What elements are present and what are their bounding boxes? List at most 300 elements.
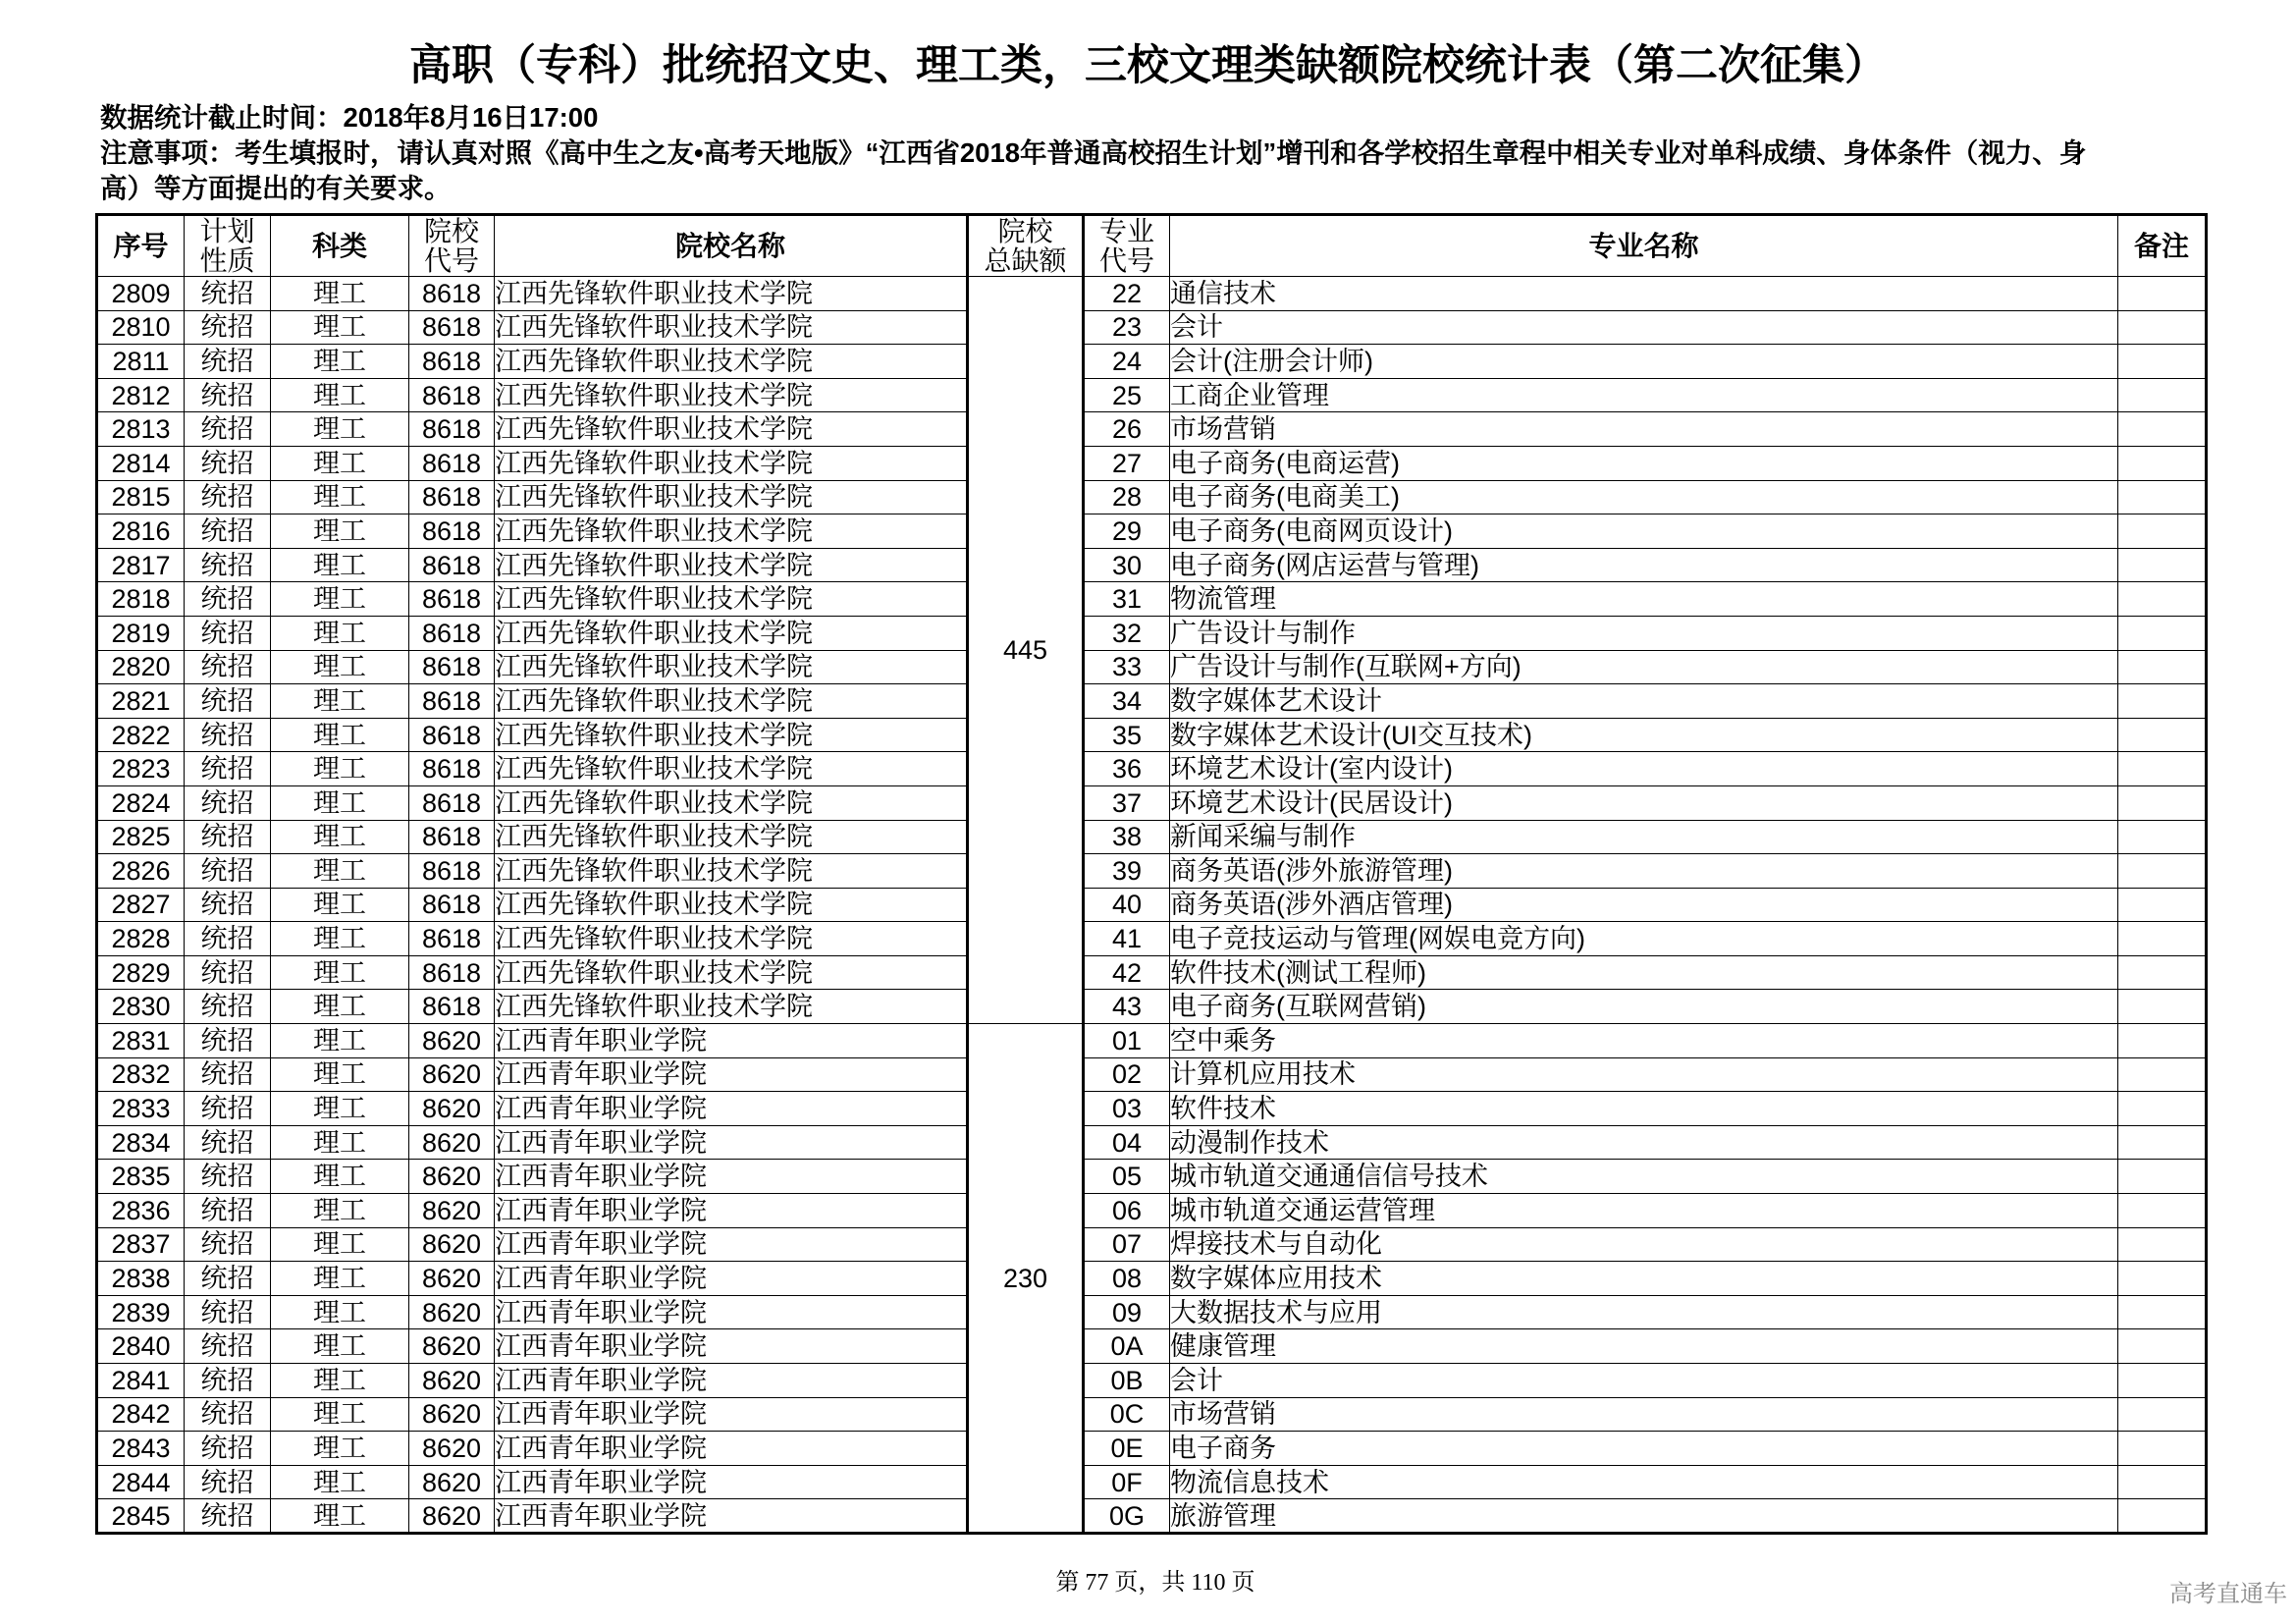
plan-type-cell: 统招 [185,1194,271,1228]
major-code-cell: 25 [1084,378,1170,412]
category-cell: 理工 [271,1329,409,1364]
major-name-cell: 会计 [1170,310,2118,345]
remarks-cell [2118,616,2207,650]
category-cell: 理工 [271,752,409,786]
school-name-cell: 江西先锋软件职业技术学院 [495,990,968,1024]
school-name-cell: 江西青年职业学院 [495,1432,968,1466]
major-code-cell: 07 [1084,1227,1170,1262]
remarks-cell [2118,1024,2207,1058]
plan-type-cell: 统招 [185,752,271,786]
table-row [97,854,2207,889]
school-name-cell: 江西先锋软件职业技术学院 [495,888,968,922]
school-code-cell: 8618 [409,345,495,379]
school-code-cell: 8618 [409,480,495,514]
major-code-cell: 02 [1084,1057,1170,1092]
major-name-cell: 广告设计与制作 [1170,616,2118,650]
major-name-cell: 电子商务(电商美工) [1170,480,2118,514]
table-row [97,1092,2207,1126]
school-code-cell: 8618 [409,412,495,447]
plan-type-cell: 统招 [185,277,271,311]
school-name-cell: 江西青年职业学院 [495,1160,968,1194]
school-code-cell: 8620 [409,1397,495,1432]
plan-type-cell: 统招 [185,785,271,820]
seq-cell: 2817 [97,548,185,582]
major-name-cell: 电子商务(电商运营) [1170,446,2118,480]
plan-type-cell: 统招 [185,480,271,514]
category-cell: 理工 [271,888,409,922]
seq-cell: 2821 [97,684,185,719]
major-code-cell: 0F [1084,1465,1170,1499]
table-row [97,480,2207,514]
plan-type-cell: 统招 [185,1057,271,1092]
category-cell: 理工 [271,1092,409,1126]
plan-type-cell: 统招 [185,548,271,582]
seq-cell: 2820 [97,650,185,684]
category-cell: 理工 [271,1295,409,1329]
major-name-cell: 城市轨道交通通信信号技术 [1170,1160,2118,1194]
school-name-cell: 江西青年职业学院 [495,1227,968,1262]
plan-type-cell: 统招 [185,446,271,480]
category-cell: 理工 [271,955,409,990]
category-cell: 理工 [271,1194,409,1228]
school-code-cell: 8620 [409,1295,495,1329]
major-name-cell: 市场营销 [1170,1397,2118,1432]
school-name-cell: 江西先锋软件职业技术学院 [495,718,968,752]
major-name-cell: 计算机应用技术 [1170,1057,2118,1092]
remarks-cell [2118,955,2207,990]
plan-type-cell: 统招 [185,1160,271,1194]
plan-type-cell: 统招 [185,1024,271,1058]
school-name-cell: 江西青年职业学院 [495,1397,968,1432]
category-cell: 理工 [271,446,409,480]
plan-type-cell: 统招 [185,1499,271,1534]
school-name-cell: 江西先锋软件职业技术学院 [495,616,968,650]
major-code-cell: 0E [1084,1432,1170,1466]
seq-cell: 2839 [97,1295,185,1329]
seq-cell: 2835 [97,1160,185,1194]
category-cell: 理工 [271,378,409,412]
school-code-cell: 8620 [409,1499,495,1534]
plan-type-cell: 统招 [185,990,271,1024]
major-name-cell: 商务英语(涉外旅游管理) [1170,854,2118,889]
school-code-cell: 8618 [409,785,495,820]
major-code-cell: 09 [1084,1295,1170,1329]
category-cell: 理工 [271,514,409,549]
total-vacancy-cell: 230 [968,1024,1084,1534]
seq-cell: 2822 [97,718,185,752]
major-name-cell: 环境艺术设计(民居设计) [1170,785,2118,820]
school-name-cell: 江西先锋软件职业技术学院 [495,854,968,889]
remarks-cell [2118,684,2207,719]
table-body [97,277,2207,1534]
major-code-cell: 43 [1084,990,1170,1024]
remarks-cell [2118,785,2207,820]
seq-cell: 2813 [97,412,185,447]
seq-cell: 2816 [97,514,185,549]
remarks-cell [2118,1432,2207,1466]
major-code-cell: 05 [1084,1160,1170,1194]
seq-cell: 2824 [97,785,185,820]
school-name-cell: 江西先锋软件职业技术学院 [495,820,968,854]
major-name-cell: 物流管理 [1170,582,2118,617]
header-school-code: 院校 代号 [409,215,495,277]
category-cell: 理工 [271,650,409,684]
major-code-cell: 39 [1084,854,1170,889]
major-name-cell: 环境艺术设计(室内设计) [1170,752,2118,786]
table-row [97,616,2207,650]
school-code-cell: 8618 [409,752,495,786]
seq-cell: 2823 [97,752,185,786]
seq-cell: 2827 [97,888,185,922]
major-name-cell: 物流信息技术 [1170,1465,2118,1499]
remarks-cell [2118,1160,2207,1194]
seq-cell: 2831 [97,1024,185,1058]
category-cell: 理工 [271,582,409,617]
table-row [97,990,2207,1024]
plan-type-cell: 统招 [185,1397,271,1432]
category-cell: 理工 [271,718,409,752]
seq-cell: 2825 [97,820,185,854]
table-row [97,1499,2207,1534]
total-vacancy-cell: 445 [968,277,1084,1024]
school-code-cell: 8618 [409,616,495,650]
seq-cell: 2838 [97,1262,185,1296]
remarks-cell [2118,1364,2207,1398]
school-name-cell: 江西先锋软件职业技术学院 [495,650,968,684]
major-code-cell: 36 [1084,752,1170,786]
plan-type-cell: 统招 [185,1465,271,1499]
remarks-cell [2118,650,2207,684]
school-name-cell: 江西先锋软件职业技术学院 [495,446,968,480]
table-header-row [97,215,2207,277]
school-name-cell: 江西先锋软件职业技术学院 [495,480,968,514]
major-name-cell: 电子商务(电商网页设计) [1170,514,2118,549]
plan-type-cell: 统招 [185,820,271,854]
school-code-cell: 8618 [409,854,495,889]
remarks-cell [2118,310,2207,345]
table-row [97,650,2207,684]
major-code-cell: 30 [1084,548,1170,582]
category-cell: 理工 [271,1465,409,1499]
seq-cell: 2828 [97,922,185,956]
school-name-cell: 江西青年职业学院 [495,1329,968,1364]
school-code-cell: 8618 [409,548,495,582]
major-code-cell: 31 [1084,582,1170,617]
notice-line-1: 注意事项：考生填报时，请认真对照《高中生之友•高考天地版》“江西省2018年普通高校招生计划”增刊和各学校招生章程中相关专业对单科成绩、身体条件（视力、身 [100,137,2087,168]
header-major-code: 专业 代号 [1084,215,1170,277]
major-code-cell: 32 [1084,616,1170,650]
plan-type-cell: 统招 [185,378,271,412]
major-code-cell: 33 [1084,650,1170,684]
category-cell: 理工 [271,1397,409,1432]
remarks-cell [2118,1499,2207,1534]
major-code-cell: 03 [1084,1092,1170,1126]
table-row [97,1227,2207,1262]
school-code-cell: 8620 [409,1262,495,1296]
major-name-cell: 软件技术(测试工程师) [1170,955,2118,990]
school-name-cell: 江西先锋软件职业技术学院 [495,582,968,617]
table-row [97,684,2207,719]
school-name-cell: 江西青年职业学院 [495,1194,968,1228]
seq-cell: 2841 [97,1364,185,1398]
seq-cell: 2836 [97,1194,185,1228]
plan-type-cell: 统招 [185,310,271,345]
seq-cell: 2842 [97,1397,185,1432]
remarks-cell [2118,514,2207,549]
category-cell: 理工 [271,1125,409,1160]
school-code-cell: 8618 [409,955,495,990]
school-code-cell: 8618 [409,820,495,854]
seq-cell: 2830 [97,990,185,1024]
seq-cell: 2833 [97,1092,185,1126]
seq-cell: 2814 [97,446,185,480]
category-cell: 理工 [271,1024,409,1058]
notice-line-2: 高）等方面提出的有关要求。 [100,173,452,203]
major-code-cell: 28 [1084,480,1170,514]
major-code-cell: 08 [1084,1262,1170,1296]
remarks-cell [2118,1295,2207,1329]
category-cell: 理工 [271,1057,409,1092]
category-cell: 理工 [271,480,409,514]
major-code-cell: 38 [1084,820,1170,854]
seq-cell: 2815 [97,480,185,514]
plan-type-cell: 统招 [185,1262,271,1296]
remarks-cell [2118,412,2207,447]
remarks-cell [2118,548,2207,582]
table-row [97,820,2207,854]
category-cell: 理工 [271,1227,409,1262]
school-name-cell: 江西先锋软件职业技术学院 [495,785,968,820]
school-code-cell: 8620 [409,1465,495,1499]
table-row [97,1397,2207,1432]
remarks-cell [2118,1125,2207,1160]
school-name-cell: 江西青年职业学院 [495,1262,968,1296]
table-row [97,378,2207,412]
seq-cell: 2837 [97,1227,185,1262]
remarks-cell [2118,752,2207,786]
school-code-cell: 8620 [409,1024,495,1058]
header-seq: 序号 [97,215,185,277]
table-row [97,922,2207,956]
seq-cell: 2810 [97,310,185,345]
category-cell: 理工 [271,820,409,854]
page-number: 第 77 页，共 110 页 [1055,1570,1255,1596]
major-code-cell: 0B [1084,1364,1170,1398]
major-name-cell: 电子商务(网店运营与管理) [1170,548,2118,582]
major-name-cell: 健康管理 [1170,1329,2118,1364]
plan-type-cell: 统招 [185,650,271,684]
plan-type-cell: 统招 [185,684,271,719]
category-cell: 理工 [271,616,409,650]
major-name-cell: 会计 [1170,1364,2118,1398]
table-row [97,1295,2207,1329]
table-row [97,1057,2207,1092]
plan-type-cell: 统招 [185,1092,271,1126]
plan-type-cell: 统招 [185,345,271,379]
school-code-cell: 8618 [409,650,495,684]
school-code-cell: 8618 [409,990,495,1024]
remarks-cell [2118,922,2207,956]
document-meta [100,100,2260,206]
school-code-cell: 8620 [409,1329,495,1364]
remarks-cell [2118,1092,2207,1126]
seq-cell: 2834 [97,1125,185,1160]
table-row [97,548,2207,582]
school-name-cell: 江西先锋软件职业技术学院 [495,310,968,345]
header-major-name: 专业名称 [1170,215,2118,277]
major-name-cell: 大数据技术与应用 [1170,1295,2118,1329]
remarks-cell [2118,820,2207,854]
remarks-cell [2118,888,2207,922]
major-code-cell: 29 [1084,514,1170,549]
category-cell: 理工 [271,854,409,889]
major-code-cell: 0G [1084,1499,1170,1534]
header-category: 科类 [271,215,409,277]
school-name-cell: 江西青年职业学院 [495,1295,968,1329]
remarks-cell [2118,854,2207,889]
seq-cell: 2829 [97,955,185,990]
remarks-cell [2118,1227,2207,1262]
table-row [97,582,2207,617]
plan-type-cell: 统招 [185,1329,271,1364]
school-name-cell: 江西青年职业学院 [495,1499,968,1534]
major-code-cell: 27 [1084,446,1170,480]
school-code-cell: 8620 [409,1092,495,1126]
major-code-cell: 26 [1084,412,1170,447]
seq-cell: 2811 [97,345,185,379]
seq-cell: 2819 [97,616,185,650]
seq-cell: 2832 [97,1057,185,1092]
remarks-cell [2118,1397,2207,1432]
major-code-cell: 06 [1084,1194,1170,1228]
remarks-cell [2118,990,2207,1024]
remarks-cell [2118,582,2207,617]
school-name-cell: 江西先锋软件职业技术学院 [495,684,968,719]
major-code-cell: 35 [1084,718,1170,752]
major-code-cell: 22 [1084,277,1170,311]
remarks-cell [2118,480,2207,514]
school-name-cell: 江西先锋软件职业技术学院 [495,752,968,786]
school-code-cell: 8618 [409,310,495,345]
school-name-cell: 江西先锋软件职业技术学院 [495,514,968,549]
school-code-cell: 8620 [409,1194,495,1228]
table-row [97,1024,2207,1058]
major-name-cell: 工商企业管理 [1170,378,2118,412]
table-row [97,752,2207,786]
category-cell: 理工 [271,1160,409,1194]
category-cell: 理工 [271,1364,409,1398]
category-cell: 理工 [271,310,409,345]
school-code-cell: 8620 [409,1160,495,1194]
category-cell: 理工 [271,1499,409,1534]
header-remarks: 备注 [2118,215,2207,277]
major-code-cell: 37 [1084,785,1170,820]
school-name-cell: 江西先锋软件职业技术学院 [495,378,968,412]
plan-type-cell: 统招 [185,1364,271,1398]
school-name-cell: 江西先锋软件职业技术学院 [495,922,968,956]
remarks-cell [2118,1329,2207,1364]
plan-type-cell: 统招 [185,1295,271,1329]
seq-cell: 2809 [97,277,185,311]
table-row [97,310,2207,345]
plan-type-cell: 统招 [185,412,271,447]
school-name-cell: 江西先锋软件职业技术学院 [495,548,968,582]
table-row [97,888,2207,922]
category-cell: 理工 [271,785,409,820]
plan-type-cell: 统招 [185,888,271,922]
plan-type-cell: 统招 [185,955,271,990]
school-code-cell: 8620 [409,1125,495,1160]
remarks-cell [2118,277,2207,311]
remarks-cell [2118,345,2207,379]
seq-cell: 2844 [97,1465,185,1499]
remarks-cell [2118,446,2207,480]
school-code-cell: 8620 [409,1364,495,1398]
seq-cell: 2826 [97,854,185,889]
major-name-cell: 广告设计与制作(互联网+方向) [1170,650,2118,684]
seq-cell: 2845 [97,1499,185,1534]
school-name-cell: 江西青年职业学院 [495,1092,968,1126]
school-code-cell: 8618 [409,582,495,617]
major-name-cell: 空中乘务 [1170,1024,2118,1058]
page-title: 高职（专科）批统招文史、理工类，三校文理类缺额院校统计表（第二次征集） [409,42,1887,89]
plan-type-cell: 统招 [185,1125,271,1160]
header-total-vacancy: 院校 总缺额 [968,215,1084,277]
category-cell: 理工 [271,1262,409,1296]
table-row [97,277,2207,311]
table-row [97,1465,2207,1499]
school-code-cell: 8618 [409,922,495,956]
major-code-cell: 0A [1084,1329,1170,1364]
category-cell: 理工 [271,684,409,719]
major-name-cell: 数字媒体艺术设计(UI交互技术) [1170,718,2118,752]
major-code-cell: 42 [1084,955,1170,990]
table-row [97,1262,2207,1296]
school-code-cell: 8620 [409,1227,495,1262]
table-row [97,718,2207,752]
seq-cell: 2818 [97,582,185,617]
header-school-name: 院校名称 [495,215,968,277]
school-code-cell: 8618 [409,718,495,752]
major-name-cell: 软件技术 [1170,1092,2118,1126]
table-row [97,514,2207,549]
table-row [97,1432,2207,1466]
major-code-cell: 04 [1084,1125,1170,1160]
major-code-cell: 23 [1084,310,1170,345]
school-name-cell: 江西青年职业学院 [495,1024,968,1058]
table-row [97,1194,2207,1228]
major-code-cell: 0C [1084,1397,1170,1432]
plan-type-cell: 统招 [185,616,271,650]
remarks-cell [2118,718,2207,752]
plan-type-cell: 统招 [185,854,271,889]
category-cell: 理工 [271,990,409,1024]
school-code-cell: 8618 [409,888,495,922]
seq-cell: 2840 [97,1329,185,1364]
watermark-text: 高考直通车 [2169,1581,2287,1607]
major-code-cell: 34 [1084,684,1170,719]
major-name-cell: 会计(注册会计师) [1170,345,2118,379]
table-row [97,1329,2207,1364]
deadline-text: 数据统计截止时间：2018年8月16日17:00 [100,102,599,133]
plan-type-cell: 统招 [185,514,271,549]
school-code-cell: 8618 [409,684,495,719]
school-name-cell: 江西先锋软件职业技术学院 [495,277,968,311]
remarks-cell [2118,1194,2207,1228]
major-name-cell: 通信技术 [1170,277,2118,311]
school-name-cell: 江西先锋软件职业技术学院 [495,955,968,990]
plan-type-cell: 统招 [185,582,271,617]
